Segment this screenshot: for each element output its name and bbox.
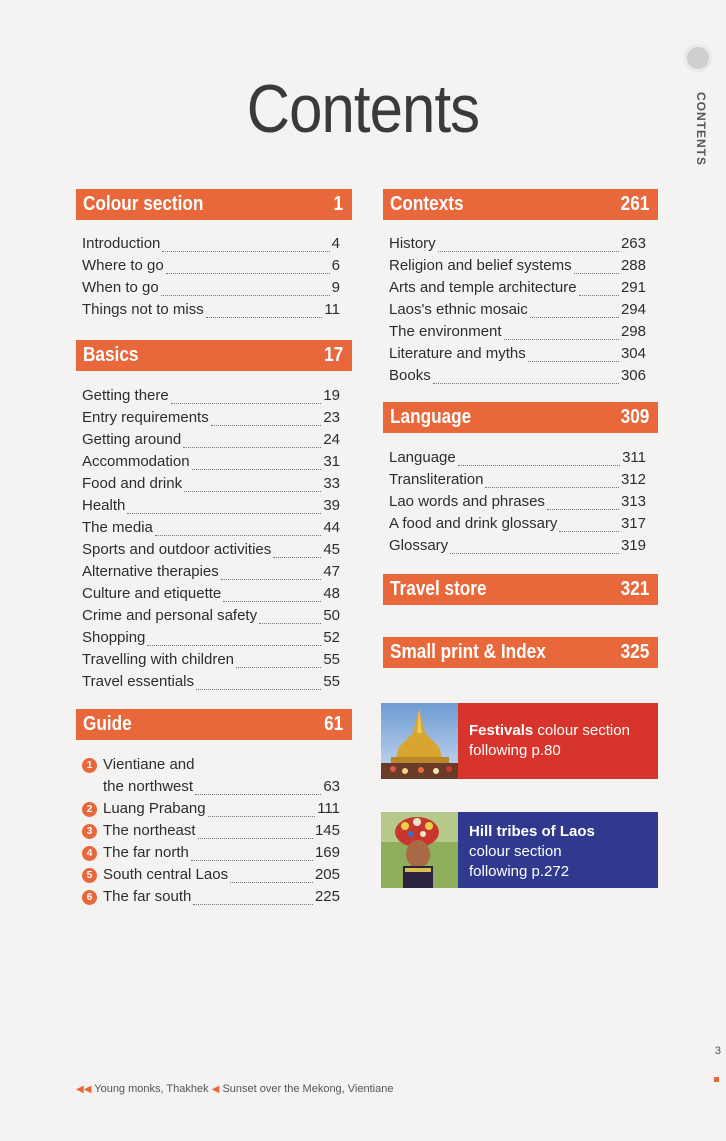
entry-label: the northwest (103, 778, 194, 795)
leader-dots (192, 458, 322, 470)
toc-entry[interactable] (82, 627, 340, 649)
toc-entry[interactable] (82, 649, 340, 671)
leader-dots (191, 849, 313, 861)
entry-page: 317 (620, 515, 646, 532)
entry-page: 304 (620, 345, 646, 362)
entry-page: 47 (323, 563, 340, 580)
entry-label: Entry requirements (82, 409, 209, 426)
entry-label: The far south (103, 888, 192, 905)
promo-title: Festivals (469, 722, 534, 739)
promo-title: Hill tribes of Laos (469, 823, 595, 840)
leader-dots (196, 678, 321, 690)
leader-dots (485, 476, 618, 488)
section-header-basics[interactable] (76, 340, 352, 371)
section-title: Contexts (390, 193, 464, 215)
toc-entry[interactable] (82, 473, 340, 495)
leader-dots (450, 542, 619, 554)
toc-entry[interactable] (389, 277, 646, 299)
entry-list (383, 447, 658, 557)
toc-entry[interactable] (82, 517, 340, 539)
page-title: Contents (246, 71, 480, 147)
leader-dots (166, 262, 330, 274)
entry-page: 169 (314, 844, 340, 861)
entry-label: The northeast (103, 822, 196, 839)
entry-page: 9 (331, 279, 340, 296)
entry-label: Sports and outdoor activities (82, 541, 272, 558)
entry-page: 312 (620, 471, 646, 488)
section-header-colour[interactable] (76, 189, 352, 220)
entry-page: 298 (620, 323, 646, 340)
leader-dots (273, 546, 321, 558)
leader-dots (559, 520, 619, 532)
promo-line2: following p.272 (469, 863, 570, 880)
section-page: 321 (620, 578, 649, 600)
toc-entry[interactable] (82, 671, 340, 693)
entry-page: 145 (314, 822, 340, 839)
toc-entry[interactable] (82, 299, 340, 321)
toc-entry[interactable] (82, 407, 340, 429)
leader-dots (155, 524, 321, 536)
leader-dots (574, 262, 619, 274)
toc-entry[interactable] (82, 776, 340, 798)
leader-dots (193, 893, 313, 905)
chapter-number-badge: 5 (82, 868, 97, 883)
toc-entry[interactable] (82, 277, 340, 299)
toc-entry[interactable] (82, 385, 340, 407)
toc-entry[interactable] (389, 255, 646, 277)
entry-label: Health (82, 497, 126, 514)
chapter-number-badge: 2 (82, 802, 97, 817)
entry-page: 52 (323, 629, 340, 646)
entry-page: 44 (323, 519, 340, 536)
entry-label: The media (82, 519, 153, 536)
leader-dots (230, 871, 313, 883)
entry-page: 6 (331, 257, 340, 274)
section-title: Language (390, 406, 472, 428)
leader-dots (547, 498, 619, 510)
toc-entry[interactable] (82, 820, 340, 842)
portrait-photo-icon (381, 812, 458, 888)
side-tab (684, 44, 722, 166)
entry-page: 291 (620, 279, 646, 296)
entry-page: 55 (323, 673, 340, 690)
entry-label: Religion and belief systems (389, 257, 572, 274)
leader-dots (162, 240, 329, 252)
toc-entry[interactable] (389, 513, 646, 535)
toc-entry[interactable] (82, 886, 340, 908)
toc-entry[interactable] (82, 864, 340, 886)
toc-entry[interactable] (82, 583, 340, 605)
section-title: Travel store (390, 578, 487, 600)
entry-page: 205 (314, 866, 340, 883)
festival-temple-image (381, 703, 458, 779)
entry-page: 263 (620, 235, 646, 252)
toc-entry[interactable] (389, 491, 646, 513)
caption-text-1: Young monks, Thakhek (94, 1083, 209, 1095)
entry-page: 288 (620, 257, 646, 274)
entry-list (76, 754, 352, 908)
entry-label: Luang Prabang (103, 800, 206, 817)
entry-label: The environment (389, 323, 502, 340)
section-title: Guide (83, 713, 132, 735)
leader-dots (221, 568, 322, 580)
entry-label: Transliteration (389, 471, 484, 488)
section-page: 17 (323, 344, 343, 366)
toc-entry[interactable] (82, 561, 340, 583)
entry-page: 63 (323, 778, 340, 795)
entry-label: Food and drink (82, 475, 183, 492)
entry-page: 11 (324, 301, 340, 318)
leader-dots (433, 372, 619, 384)
section-header-contexts[interactable] (383, 189, 658, 220)
toc-entry[interactable] (82, 495, 340, 517)
entry-label: Travelling with children (82, 651, 235, 668)
entry-page: 306 (620, 367, 646, 384)
leader-dots (127, 502, 321, 514)
tab-dot-icon (684, 44, 712, 72)
leader-dots (198, 827, 313, 839)
leader-dots (195, 783, 321, 795)
promo-text (458, 703, 640, 779)
promo-hill-tribes[interactable] (381, 812, 658, 888)
entry-label: Where to go (82, 257, 164, 274)
toc-entry[interactable] (82, 233, 340, 255)
section-page: 61 (323, 713, 343, 735)
entry-page: 31 (323, 453, 340, 470)
entry-label: Introduction (82, 235, 161, 252)
entry-label: South central Laos (103, 866, 229, 883)
hill-tribe-portrait-image (381, 812, 458, 888)
entry-label: Vientiane and (103, 756, 195, 773)
entry-label: Crime and personal safety (82, 607, 258, 624)
leader-dots (528, 350, 619, 362)
entry-label: Travel essentials (82, 673, 194, 690)
entry-page: 33 (323, 475, 340, 492)
chapter-number-badge: 1 (82, 758, 97, 773)
promo-text (458, 812, 605, 888)
toc-entry[interactable] (389, 365, 646, 387)
toc-entry[interactable] (389, 299, 646, 321)
leader-dots (147, 634, 321, 646)
leader-dots (161, 284, 330, 296)
entry-list (76, 385, 352, 693)
temple-photo-icon (381, 703, 458, 779)
entry-page: 24 (323, 431, 340, 448)
leader-dots (208, 805, 316, 817)
toc-entry[interactable] (82, 539, 340, 561)
leader-dots (458, 454, 620, 466)
entry-label: Getting there (82, 387, 169, 404)
entry-label: A food and drink glossary (389, 515, 558, 532)
toc-entry[interactable] (389, 343, 646, 365)
entry-label: History (389, 235, 436, 252)
side-tab-label: CONTENTS (694, 92, 708, 166)
left-column (76, 189, 352, 908)
entry-label: Lao words and phrases (389, 493, 545, 510)
leader-dots (183, 436, 321, 448)
section-title: Colour section (83, 193, 204, 215)
chapter-number-badge: 3 (82, 824, 97, 839)
section-page: 325 (620, 641, 649, 663)
toc-entry[interactable] (82, 451, 340, 473)
section-page: 261 (620, 193, 649, 215)
toc-entry[interactable] (82, 842, 340, 864)
leader-dots (184, 480, 321, 492)
entry-page: 39 (323, 497, 340, 514)
toc-entry[interactable] (389, 447, 646, 469)
entry-page: 23 (323, 409, 340, 426)
section-page: 309 (620, 406, 649, 428)
entry-page: 45 (323, 541, 340, 558)
leader-dots (171, 392, 322, 404)
toc-entry[interactable] (389, 233, 646, 255)
page-number: 3 (714, 1045, 721, 1057)
section-header-small-print[interactable] (383, 637, 658, 668)
toc-entry[interactable] (82, 429, 340, 451)
entry-page: 19 (323, 387, 340, 404)
leader-dots (206, 306, 323, 318)
promo-line1: colour section (533, 722, 630, 739)
entry-label: Things not to miss (82, 301, 204, 318)
section-page: 1 (333, 193, 343, 215)
leader-dots (259, 612, 321, 624)
entry-page: 111 (317, 800, 340, 817)
page-marker (714, 1077, 719, 1082)
entry-label: Culture and etiquette (82, 585, 222, 602)
entry-label: Arts and temple architecture (389, 279, 577, 296)
section-title: Basics (83, 344, 139, 366)
entry-label: Shopping (82, 629, 146, 646)
right-column (383, 189, 658, 668)
entry-page: 55 (323, 651, 340, 668)
entry-label: Literature and myths (389, 345, 526, 362)
entry-label: When to go (82, 279, 159, 296)
entry-page: 225 (314, 888, 340, 905)
double-arrow-left-icon: ◀◀ (76, 1084, 92, 1095)
caption-text-2: Sunset over the Mekong, Vientiane (222, 1083, 394, 1095)
leader-dots (504, 328, 619, 340)
section-header-travel-store[interactable] (383, 574, 658, 605)
entry-page: 319 (620, 537, 646, 554)
entry-page: 50 (323, 607, 340, 624)
toc-entry[interactable] (82, 754, 340, 776)
photo-caption (76, 1083, 393, 1095)
toc-entry[interactable] (389, 469, 646, 491)
entry-label: Alternative therapies (82, 563, 219, 580)
chapter-number-badge: 6 (82, 890, 97, 905)
leader-dots (530, 306, 619, 318)
toc-entry[interactable] (389, 535, 646, 557)
entry-label: The far north (103, 844, 189, 861)
section-header-language[interactable] (383, 402, 658, 433)
leader-dots (236, 656, 321, 668)
entry-page: 313 (620, 493, 646, 510)
entry-list (76, 233, 352, 321)
entry-label: Accommodation (82, 453, 190, 470)
arrow-left-icon: ◀ (211, 1084, 220, 1095)
promo-festivals[interactable] (381, 703, 658, 779)
toc-entry[interactable] (82, 255, 340, 277)
entry-label: Laos's ethnic mosaic (389, 301, 528, 318)
section-title: Small print & Index (390, 641, 546, 663)
entry-label: Books (389, 367, 431, 384)
entry-page: 294 (620, 301, 646, 318)
entry-label: Language (389, 449, 456, 466)
toc-entry[interactable] (82, 798, 340, 820)
entry-label: Getting around (82, 431, 182, 448)
entry-list (383, 233, 658, 387)
promo-line2: following p.80 (469, 742, 561, 759)
promo-line1: colour section (469, 843, 562, 860)
entry-page: 311 (622, 449, 646, 466)
section-header-guide[interactable] (76, 709, 352, 740)
leader-dots (211, 414, 322, 426)
entry-page: 48 (323, 585, 340, 602)
leader-dots (579, 284, 619, 296)
leader-dots (223, 590, 321, 602)
leader-dots (438, 240, 619, 252)
chapter-number-badge: 4 (82, 846, 97, 861)
entry-page: 4 (331, 235, 340, 252)
toc-entry[interactable] (389, 321, 646, 343)
entry-label: Glossary (389, 537, 449, 554)
toc-entry[interactable] (82, 605, 340, 627)
